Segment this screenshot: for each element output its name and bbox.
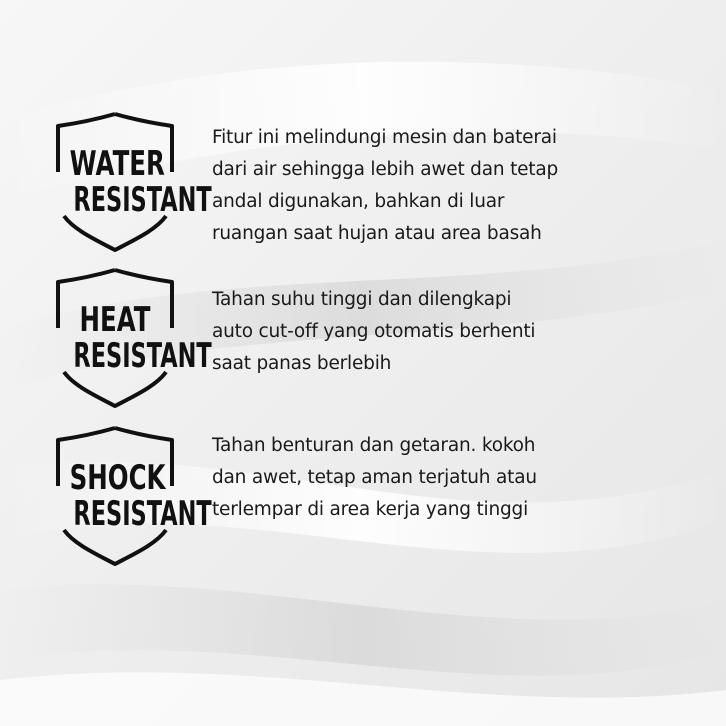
badge-title-line2: RESISTANT: [73, 180, 212, 220]
feature-description: [212, 122, 622, 250]
badge-title-line2: RESISTANT: [73, 336, 212, 376]
feature-heat-resistant: [0, 268, 726, 418]
description-line: ruangan saat hujan atau area basah: [212, 223, 542, 244]
feature-description: [212, 284, 622, 380]
description-line: terlempar di area kerja yang tinggi: [212, 499, 529, 520]
water-resistant-badge: [52, 112, 212, 262]
description-line: Fitur ini melindungi mesin dan baterai: [212, 127, 557, 148]
shock-resistant-badge: [52, 426, 212, 576]
description-line: Tahan suhu tinggi dan dilengkapi: [212, 289, 512, 310]
description-line: saat panas berlebih: [212, 353, 392, 374]
description-line: auto cut-off yang otomatis berhenti: [212, 321, 536, 342]
badge-title-line1: HEAT: [79, 300, 151, 340]
badge-title-line2: RESISTANT: [73, 494, 212, 534]
feature-description: [212, 430, 622, 526]
heat-resistant-badge: [52, 268, 212, 418]
badge-title-line1: SHOCK: [69, 458, 166, 498]
feature-water-resistant: [0, 112, 726, 262]
description-line: dari air sehingga lebih awet dan tetap: [212, 159, 559, 180]
description-line: dan awet, tetap aman terjatuh atau: [212, 467, 537, 488]
feature-shock-resistant: [0, 426, 726, 576]
badge-title-line1: WATER: [69, 144, 165, 184]
description-line: Tahan benturan dan getaran. kokoh: [212, 435, 536, 456]
description-line: andal digunakan, bahkan di luar: [212, 191, 505, 212]
